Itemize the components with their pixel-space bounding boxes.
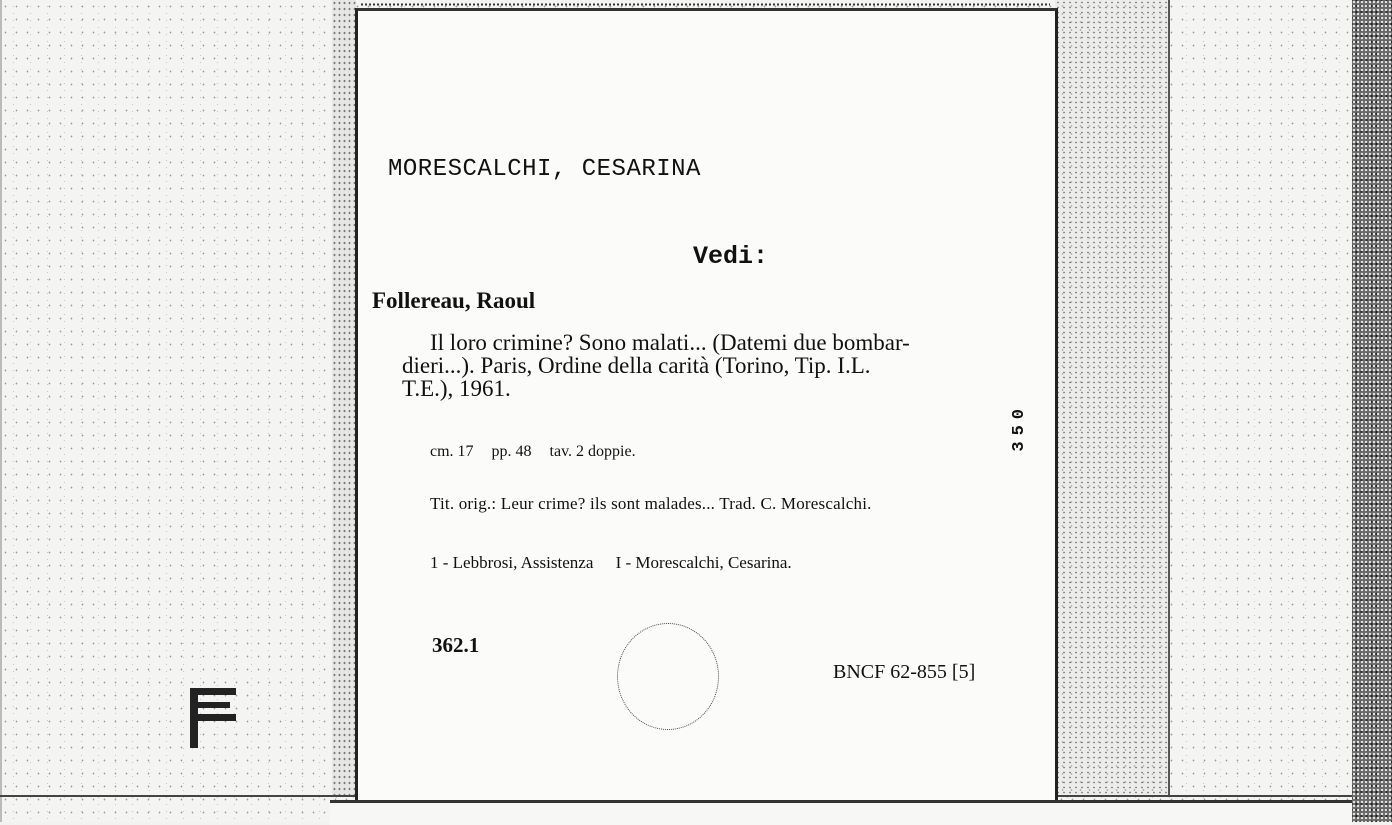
title-statement xyxy=(402,331,1032,400)
subject-tracing: 1 - Lebbrosi, Assistenza xyxy=(430,553,594,572)
adjacent-card-strip xyxy=(1055,0,1170,795)
card-heading: MORESCALCHI, CESARINA xyxy=(388,156,701,183)
tracings xyxy=(430,553,810,573)
bncf-reference: BNCF 62-855 [5] xyxy=(833,661,976,683)
title-line-1: Il loro crimine? Sono malati... (Datemi due bombar- xyxy=(430,330,910,355)
card-punch-hole xyxy=(617,623,719,730)
card-top-edge-noise xyxy=(360,2,1050,7)
physical-plates: tav. 2 doppie. xyxy=(549,443,636,460)
title-line-2: dieri...). Paris, Ordine della carità (Torino, Tip. I.L. xyxy=(402,353,871,378)
stamp-mark xyxy=(190,688,236,748)
adjacent-card-edge xyxy=(1168,0,1170,795)
class-number: 362.1 xyxy=(432,633,480,657)
title-line-3: T.E.), 1961. xyxy=(402,376,511,401)
next-card-edge xyxy=(330,800,1352,825)
see-reference-label: Vedi: xyxy=(693,242,769,271)
card-left-margin xyxy=(332,0,356,795)
original-title-note: Tit. orig.: Leur crime? ils sont malades... Trad. C. Morescalchi. xyxy=(430,494,872,513)
side-number: 350 xyxy=(1010,403,1029,452)
added-entry-tracing: I - Morescalchi, Cesarina. xyxy=(615,553,792,572)
left-edge-line xyxy=(0,0,2,822)
physical-size: cm. 17 xyxy=(430,443,474,460)
author-entry: Follereau, Raoul xyxy=(372,288,536,313)
physical-pages: pp. 48 xyxy=(491,443,532,460)
catalog-card xyxy=(355,8,1058,801)
physical-description xyxy=(430,443,650,461)
scanner-edge-strip xyxy=(1352,0,1392,822)
